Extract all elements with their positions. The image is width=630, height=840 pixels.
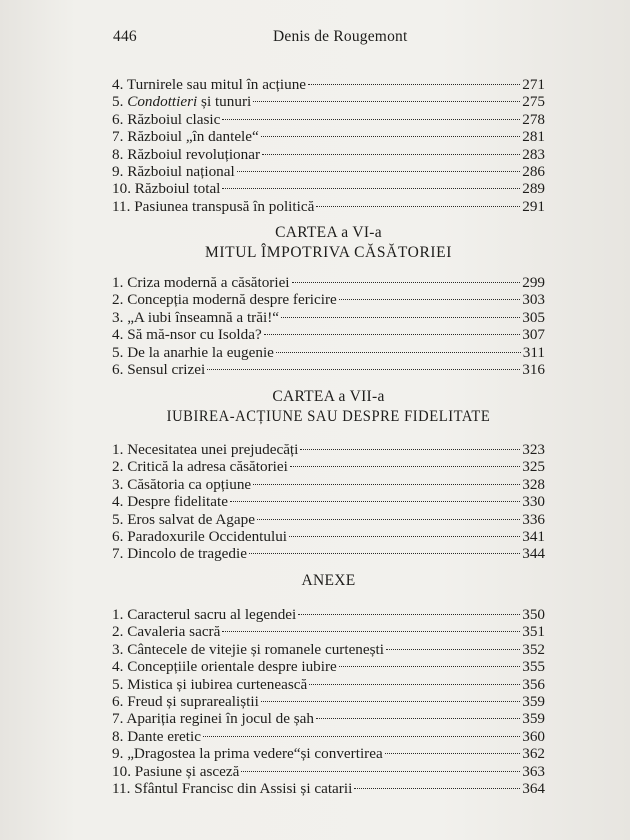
leader-dots: [386, 649, 520, 650]
toc-entry-title: 3. „A iubi înseamnă a trăi!“: [112, 308, 280, 326]
toc-entry-title: 4. Turnirele sau mitul în acțiune: [112, 76, 307, 93]
leader-dots: [290, 466, 520, 467]
toc-entry-page: 363: [522, 762, 545, 780]
toc-entry-page: 275: [522, 93, 545, 111]
toc-entry: [112, 326, 545, 343]
toc-entry-page: 325: [522, 458, 545, 476]
toc-entry-title: 2. Concepția modernă despre fericire: [112, 291, 337, 309]
toc-entry-title: 3. Căsătoria ca opțiune: [112, 475, 252, 493]
leader-dots: [262, 154, 520, 155]
leader-dots: [281, 317, 520, 318]
leader-dots: [207, 369, 520, 370]
section-heading-line2: IUBIREA-ACȚIUNE SAU DESPRE FIDELITATE: [166, 408, 491, 425]
leader-dots: [253, 484, 520, 485]
leader-dots: [316, 718, 520, 719]
section-heading-book7: [112, 388, 545, 426]
section-heading-line1: CARTEA a VII-a: [272, 388, 385, 405]
toc-entry-page: 364: [522, 779, 545, 797]
toc-entry-title: 2. Cavaleria sacră: [112, 623, 221, 641]
toc-entry-title: 5. Condottieri și tunuri: [112, 93, 252, 111]
toc-entry-page: 350: [522, 606, 545, 623]
toc-entry-page: 271: [522, 76, 545, 93]
toc-entry: [112, 693, 545, 710]
leader-dots: [230, 501, 520, 502]
toc-entry: [112, 344, 545, 361]
leader-dots: [316, 206, 520, 207]
toc-entry-page: 341: [522, 527, 545, 545]
toc-list-book7: [112, 441, 545, 563]
leader-dots: [222, 188, 520, 189]
toc-entry-title: 4. Concepțiile orientale despre iubire: [112, 658, 337, 676]
toc-list-book6: [112, 274, 545, 378]
toc-entry: [112, 361, 545, 378]
toc-entry-page: 278: [522, 110, 545, 128]
leader-dots: [308, 84, 520, 85]
toc-entry: [112, 458, 545, 475]
toc-entry-title: 2. Critică la adresa căsătoriei: [112, 458, 288, 476]
toc-entry-title: 9. „Dragostea la prima vedere“și convertirea: [112, 745, 383, 763]
leader-dots: [289, 536, 520, 537]
toc-entry-page: 360: [522, 727, 545, 745]
leader-dots: [276, 352, 521, 353]
leader-dots: [339, 666, 520, 667]
toc-entry-title: 7. Dincolo de tragedie: [112, 545, 247, 563]
leader-dots: [298, 614, 520, 615]
leader-dots: [385, 753, 521, 754]
toc-entry: [112, 198, 545, 215]
leader-dots: [264, 334, 520, 335]
toc-entry-page: 281: [522, 128, 545, 146]
toc-entry-page: 352: [522, 640, 545, 658]
running-head-author: Denis de Rougemont: [273, 28, 408, 45]
toc-entry: [112, 476, 545, 493]
section-heading-book6: [112, 224, 545, 262]
toc-entry-page: 359: [522, 710, 545, 728]
toc-entry-title-italic: Condottieri: [127, 93, 198, 111]
toc-entry: [112, 728, 545, 745]
toc-entry-title: 9. Războiul național: [112, 162, 235, 180]
toc-entry: [112, 641, 545, 658]
toc-entry: [112, 163, 545, 180]
toc-entry: [112, 623, 545, 640]
toc-entry: [112, 780, 545, 797]
section-heading-line2: MITUL ÎMPOTRIVA CĂSĂTORIEI: [205, 244, 452, 261]
toc-entry: [112, 658, 545, 675]
toc-entry: [112, 128, 545, 145]
toc-entry: [112, 309, 545, 326]
toc-entry: [112, 493, 545, 510]
toc-entry: [112, 511, 545, 528]
leader-dots: [241, 771, 520, 772]
toc-entry-title: 1. Caracterul sacru al legendei: [112, 606, 297, 623]
toc-entry-title: 4. Să mă-nsor cu Isolda?: [112, 326, 262, 344]
toc-entry-page: 328: [522, 475, 545, 493]
leader-dots: [237, 171, 520, 172]
leader-dots: [203, 736, 520, 737]
toc-entry-page: 330: [522, 493, 545, 511]
toc-entry-page: 359: [522, 692, 545, 710]
toc-entry-title: 11. Sfântul Francisc din Assisi și catarii: [112, 779, 353, 797]
toc-entry-page: 362: [522, 745, 545, 763]
toc-entry-page: 307: [522, 326, 545, 344]
toc-entry: [112, 545, 545, 562]
toc-entry: [112, 180, 545, 197]
toc-entry-page: 336: [522, 510, 545, 528]
toc-entry: [112, 745, 545, 762]
toc-entry-page: 303: [522, 291, 545, 309]
toc-entry-title: 8. Dante eretic: [112, 727, 201, 745]
toc-entry-title: 10. Războiul total: [112, 180, 221, 198]
toc-entry-title: 11. Pasiunea transpusă în politică: [112, 197, 315, 215]
leader-dots: [222, 631, 520, 632]
toc-entry-title: 6. Paradoxurile Occidentului: [112, 527, 288, 545]
toc-entry: [112, 441, 545, 458]
toc-entry: [112, 146, 545, 163]
leader-dots: [300, 449, 520, 450]
toc-entry: [112, 710, 545, 727]
page-number: 446: [113, 28, 137, 45]
leader-dots: [257, 519, 520, 520]
leader-dots: [354, 788, 520, 789]
toc-entry: [112, 291, 545, 308]
toc-entry-page: 344: [522, 545, 545, 563]
toc-entry: [112, 763, 545, 780]
leader-dots: [339, 299, 520, 300]
toc-entry-title: 5. Eros salvat de Agape: [112, 510, 255, 528]
toc-entry-page: 351: [522, 623, 545, 641]
toc-entry: [112, 111, 545, 128]
toc-entry-page: 311: [522, 343, 545, 361]
leader-dots: [261, 701, 520, 702]
toc-entry-page: 286: [522, 162, 545, 180]
leader-dots: [222, 119, 520, 120]
leader-dots: [292, 282, 521, 283]
toc-entry-title: 10. Pasiune și asceză: [112, 762, 240, 780]
toc-entry-page: 355: [522, 658, 545, 676]
leader-dots: [249, 553, 520, 554]
toc-entry-title: 6. Războiul clasic: [112, 110, 221, 128]
toc-entry-title: 1. Necesitatea unei prejudecăți: [112, 441, 299, 458]
toc-entry-title: 7. Apariția reginei în jocul de șah: [112, 710, 315, 728]
toc-entry: [112, 274, 545, 291]
toc-entry-page: 299: [522, 274, 545, 291]
toc-entry: [112, 76, 545, 93]
toc-entry: [112, 93, 545, 110]
toc-entry-page: 316: [522, 360, 545, 378]
toc-entry-title: 5. Mistica și iubirea curtenească: [112, 675, 308, 693]
toc-entry-page: 289: [522, 180, 545, 198]
toc-entry-title: 7. Războiul „în dantele“: [112, 128, 259, 146]
leader-dots: [253, 101, 520, 102]
toc-list-continued: [112, 76, 545, 215]
leader-dots: [309, 684, 520, 685]
toc-entry: [112, 528, 545, 545]
toc-entry-title: 4. Despre fidelitate: [112, 493, 228, 511]
section-heading-line1: CARTEA a VI-a: [275, 224, 382, 241]
toc-entry-page: 305: [522, 308, 545, 326]
leader-dots: [261, 136, 520, 137]
section-heading-line1: ANEXE: [301, 572, 356, 589]
toc-entry-title: 5. De la anarhie la eugenie: [112, 343, 274, 361]
toc-entry-title: 6. Freud și suprarealiștii: [112, 692, 259, 710]
toc-entry-title: 3. Cântecele de vitejie și romanele curtenești: [112, 640, 384, 658]
toc-entry-title: 1. Criza modernă a căsătoriei: [112, 274, 290, 291]
toc-entry-title: 8. Războiul revoluționar: [112, 145, 261, 163]
toc-entry-page: 323: [522, 441, 545, 458]
toc-entry-page: 356: [522, 675, 545, 693]
toc-entry-page: 291: [522, 197, 545, 215]
toc-entry: [112, 676, 545, 693]
toc-entry-page: 283: [522, 145, 545, 163]
toc-list-annexes: [112, 606, 545, 797]
toc-entry-title: 6. Sensul crizei: [112, 360, 206, 378]
toc-entry: [112, 606, 545, 623]
section-heading-annexes: [112, 572, 545, 590]
